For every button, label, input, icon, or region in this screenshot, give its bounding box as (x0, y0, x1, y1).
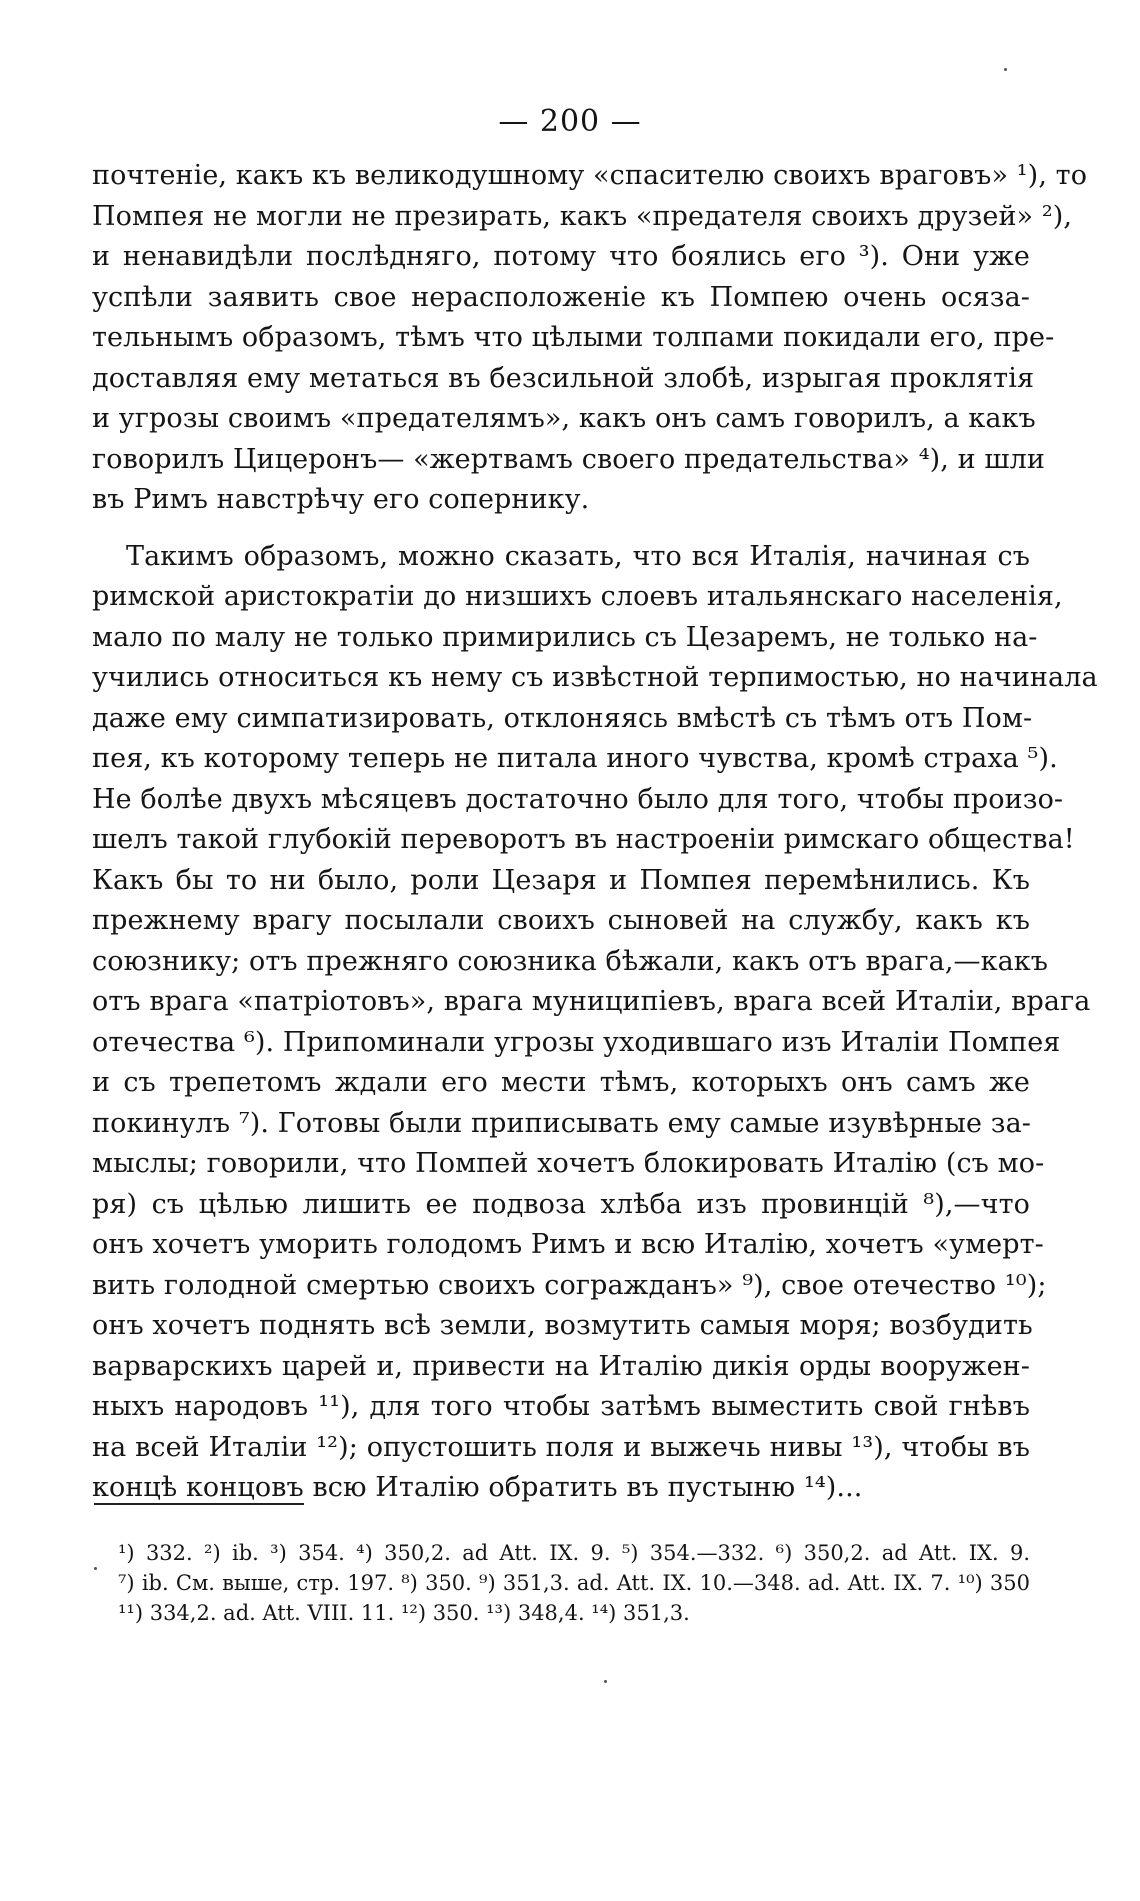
footnote-line: ⁷) ib. См. выше, стр. 197. ⁸) 350. ⁹) 351,3. ad. Att. IX. 10.—348. ad. Att. IX. 7. ¹⁰) 350 (118, 1571, 1030, 1595)
text-line: онъ хочетъ поднять всѣ земли, возмутить самыя моря; возбудить (92, 1310, 1033, 1341)
text-line: въ Римъ навстрѣчу его сопернику. (92, 484, 590, 515)
text-line: ныхъ народовъ ¹¹), для того чтобы затѣмъ выместить свой гнѣвъ (92, 1391, 1030, 1422)
text-line: даже ему симпатизировать, отклоняясь вмѣстѣ съ тѣмъ отъ Пом- (92, 702, 1033, 734)
paper-speck (94, 1567, 97, 1570)
text-line: вить голодной смертью своихъ согражданъ» ⁹), свое отечество ¹⁰); (92, 1269, 1047, 1301)
text-line: варварскихъ царей и, привести на Италію дикія орды вооружен- (92, 1350, 1030, 1382)
text-line: онъ хочетъ уморить голодомъ Римъ и всю Италію, хочетъ «умерт- (92, 1229, 1044, 1260)
text-line: почтеніе, какъ къ великодушному «спасителю своихъ враговъ» ¹), то (92, 160, 1088, 191)
text-line: Помпея не могли не презирать, какъ «предателя своихъ друзей» ²), (92, 200, 1073, 232)
paper-speck (1004, 68, 1007, 71)
footnote-line: ¹) 332. ²) ib. ³) 354. ⁴) 350,2. ad Att. IX. 9. ⁵) 354.—332. ⁶) 350,2. ad Att. IX. 9. (118, 1541, 1030, 1565)
text-line: успѣли заявить свое нерасположеніе къ Помпею очень осяза- (92, 281, 1030, 313)
text-line: Какъ бы то ни было, роли Цезаря и Помпея перемѣнились. Къ (92, 864, 1030, 896)
text-line: пея, къ которому теперь не питала иного чувства, кромѣ страха ⁵). (92, 743, 1058, 774)
text-line: и ненавидѣли послѣдняго, потому что боялись его ³). Они уже (92, 241, 1030, 272)
text-line: доставляя ему метаться въ безсильной злобѣ, изрыгая проклятія (92, 362, 1035, 394)
text-line: и съ трепетомъ ждали его мести тѣмъ, которыхъ онъ самъ же (92, 1067, 1030, 1098)
body-text (92, 156, 1098, 1509)
text-line: отечества ⁶). Припоминали угрозы уходившаго изъ Италіи Помпея (92, 1026, 1061, 1058)
text-line: и угрозы своимъ «предателямъ», какъ онъ самъ говорилъ, а какъ (92, 403, 1036, 434)
text-line: союзнику; отъ прежняго союзника бѣжали, какъ отъ врага,—какъ (92, 945, 1049, 977)
text-line: римской аристократіи до низшихъ слоевъ итальянскаго населенія, (92, 581, 1063, 612)
footnotes (118, 1538, 1030, 1628)
text-line: шелъ такой глубокій переворотъ въ настроеніи римскаго общества! (92, 824, 1075, 855)
text-line: мало по малу не только примирились съ Цезаремъ, не только на- (92, 621, 1038, 653)
paragraph-1 (92, 156, 1088, 521)
text-line: мыслы; говорили, что Помпей хочетъ блокировать Италію (съ мо- (92, 1148, 1045, 1179)
footnote-line: ¹¹) 334,2. ad. Att. VIII. 11. ¹²) 350. ¹³) 348,4. ¹⁴) 351,3. (118, 1601, 690, 1625)
footnote-separator (94, 1503, 304, 1505)
text-line: концѣ концовъ всю Италію обратить въ пустыню ¹⁴)... (92, 1472, 863, 1503)
text-line: отъ врага «патріотовъ», врага муниципіевъ, врага всей Италіи, врага (92, 986, 1091, 1017)
paragraph-gap (92, 521, 1030, 537)
text-line: Такимъ образомъ, можно сказать, что вся Италія, начиная съ (126, 540, 1030, 572)
text-line: прежнему врагу посылали своихъ сыновей на службу, какъ къ (92, 905, 1030, 936)
page-number: — 200 — (498, 104, 642, 139)
paper-speck (604, 1680, 607, 1683)
text-line: покинулъ ⁷). Готовы были приписывать ему самые изувѣрные за- (92, 1107, 1031, 1139)
text-line: учились относиться къ нему съ извѣстной терпимостью, но начинала (92, 662, 1098, 693)
text-line: на всей Италіи ¹²); опустошить поля и выжечь нивы ¹³), чтобы въ (92, 1431, 1030, 1463)
text-line: ря) съ цѣлью лишить ее подвоза хлѣба изъ провинцій ⁸),—что (92, 1188, 1030, 1220)
text-line: Не болѣе двухъ мѣсяцевъ достаточно было для того, чтобы произо- (92, 783, 1064, 815)
paragraph-2 (92, 537, 1098, 1509)
text-line: говорилъ Цицеронъ— «жертвамъ своего предательства» ⁴), и шли (92, 443, 1045, 475)
text-line: тельнымъ образомъ, тѣмъ что цѣлыми толпами покидали его, пре- (92, 322, 1055, 353)
